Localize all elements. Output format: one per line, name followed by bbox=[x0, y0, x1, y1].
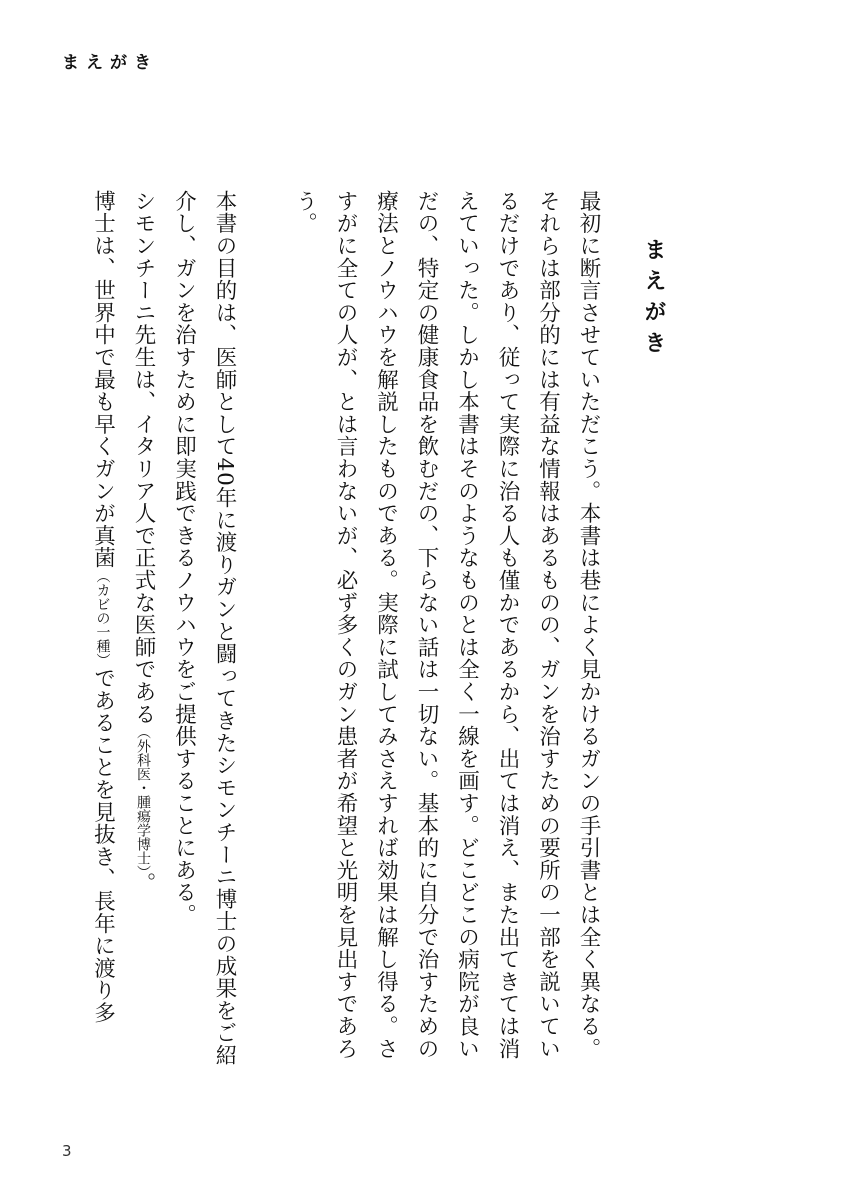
running-head: まえがき bbox=[62, 53, 158, 73]
paragraph-3 bbox=[123, 190, 164, 1070]
paragraph-4 bbox=[82, 190, 123, 1070]
paragraph-4-note: （カビの一種） bbox=[94, 569, 111, 668]
paragraph-1: 最初に断言させていただこう。本書は巷によく見かけるガンの手引書とは全く異なる。それらは部分的には有益な情報はあるものの、ガンを治すための要所の一部を説いているだけであり、従って実際に治る人も僅かであるから、出ては消え、また出てきては消えていった。しかし本書はそのようなものとは全く一線を画す。どこどこの病院が良いだの、特定の健康食品を飲むだの、下らない話は一切ない。基本的に自分で治すための療法とノウハウを解説したものである。実際に試してみさえすれば効果は解し得る。さすがに全ての人が、とは言わないが、必ず多くのガン患者が希望と光明を見出すであろう。 bbox=[292, 190, 601, 1060]
page-number: 3 bbox=[62, 1142, 72, 1160]
paragraph-2: 本書の目的は、医師として40年に渡りガンと闘ってきたシモンチーニ博士の成果をご紹介し、ガンを治すために即実践できるノウハウをご提供することにある。 bbox=[171, 190, 237, 1067]
paragraph-gap bbox=[244, 190, 284, 1070]
body-text bbox=[90, 190, 608, 1070]
chapter-title: まえがき bbox=[641, 238, 666, 362]
paragraph-3-text: シモンチーニ先生は、イタリア人で正式な医師である bbox=[131, 190, 156, 726]
paragraph-3-end: 。 bbox=[131, 872, 156, 895]
paragraph-3-note: （外科医・腫瘍学博士） bbox=[135, 725, 151, 873]
paragraph-4-end: であることを見抜き、長年に渡り多 bbox=[90, 667, 116, 1024]
paragraph-4-text: 博士は、世界中で最も早くガンが真菌 bbox=[90, 190, 116, 570]
